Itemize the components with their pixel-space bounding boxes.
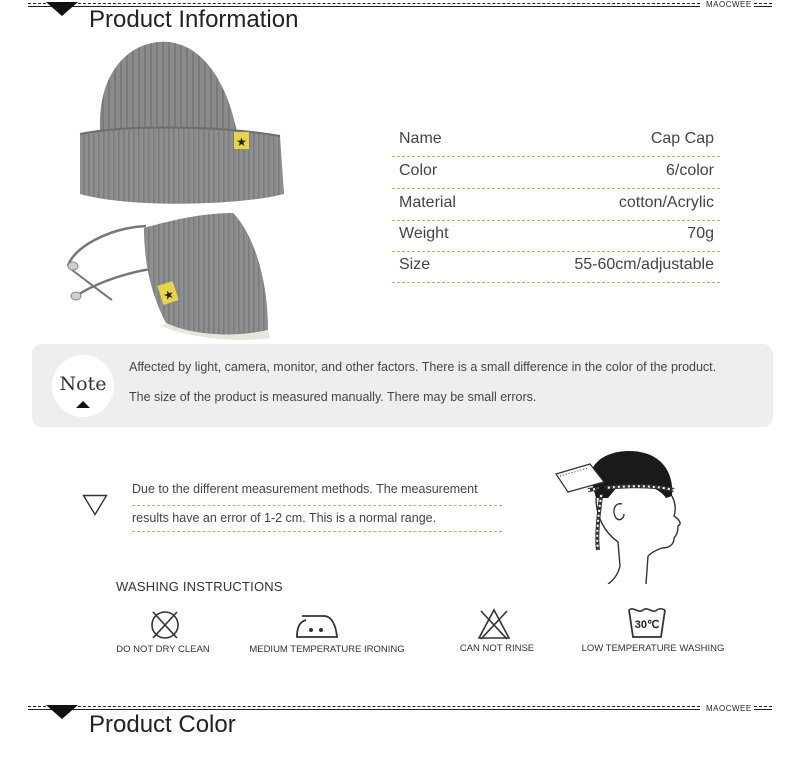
footer-rule <box>28 706 700 707</box>
measurement-divider <box>132 505 502 506</box>
iron-icon <box>294 606 340 640</box>
spec-row <box>392 125 720 157</box>
no-dry-clean-icon <box>148 609 182 641</box>
footer-rule <box>754 709 772 710</box>
spec-value: 70g <box>687 225 714 242</box>
spec-key: Size <box>399 256 431 273</box>
spec-key: Material <box>399 194 456 211</box>
note-triangle-icon <box>76 401 90 408</box>
header-triangle-icon <box>46 2 78 16</box>
spec-value: cotton/Acrylic <box>618 194 714 211</box>
measurement-line-2: results have an error of 1-2 cm. This is a normal range. <box>132 511 502 532</box>
note-line-1: Affected by light, camera, monitor, and other factors. There is a small difference in the color of the product. <box>129 360 717 374</box>
head-measure-image <box>548 446 688 584</box>
spec-row <box>392 220 720 252</box>
footer-rule <box>28 709 700 710</box>
brand-label: MAOCWEE <box>706 704 752 713</box>
page-title: Product Information <box>89 6 299 33</box>
spec-key: Weight <box>399 225 449 242</box>
header-rule <box>28 3 700 4</box>
header-rule <box>754 6 772 7</box>
spec-key: Name <box>399 130 442 147</box>
spec-key: Color <box>399 162 438 179</box>
wash-label-ironing: MEDIUM TEMPERATURE IRONING <box>249 644 405 655</box>
wash-temperature: 30℃ <box>634 619 660 631</box>
note-box <box>32 344 773 427</box>
footer-rule <box>754 706 772 707</box>
down-triangle-icon <box>82 494 108 516</box>
washing-title: WASHING INSTRUCTIONS <box>116 579 283 594</box>
section-title: Product Color <box>89 711 236 738</box>
note-label: Note <box>59 373 107 395</box>
no-bleach-icon <box>476 607 512 641</box>
spec-value: 55-60cm/adjustable <box>574 256 714 273</box>
brand-label: MAOCWEE <box>706 0 752 9</box>
header-rule <box>754 3 772 4</box>
spec-row <box>392 251 720 283</box>
spec-value: 6/color <box>665 162 714 179</box>
footer-triangle-icon <box>46 705 78 719</box>
note-line-2: The size of the product is measured manually. There may be small errors. <box>129 390 537 404</box>
spec-value: Cap Cap <box>650 130 714 147</box>
spec-row <box>392 189 720 221</box>
measurement-line-1: Due to the different measurement methods. The measurement <box>132 482 478 496</box>
spec-row <box>392 157 720 189</box>
product-image <box>48 38 288 343</box>
wash-label-dry-clean: DO NOT DRY CLEAN <box>116 644 210 655</box>
svg-text:★: ★ <box>161 286 176 304</box>
wash-label-rinse: CAN NOT RINSE <box>459 643 535 654</box>
svg-text:★: ★ <box>236 135 247 149</box>
wash-label-low-temp: LOW TEMPERATURE WASHING <box>581 643 725 654</box>
